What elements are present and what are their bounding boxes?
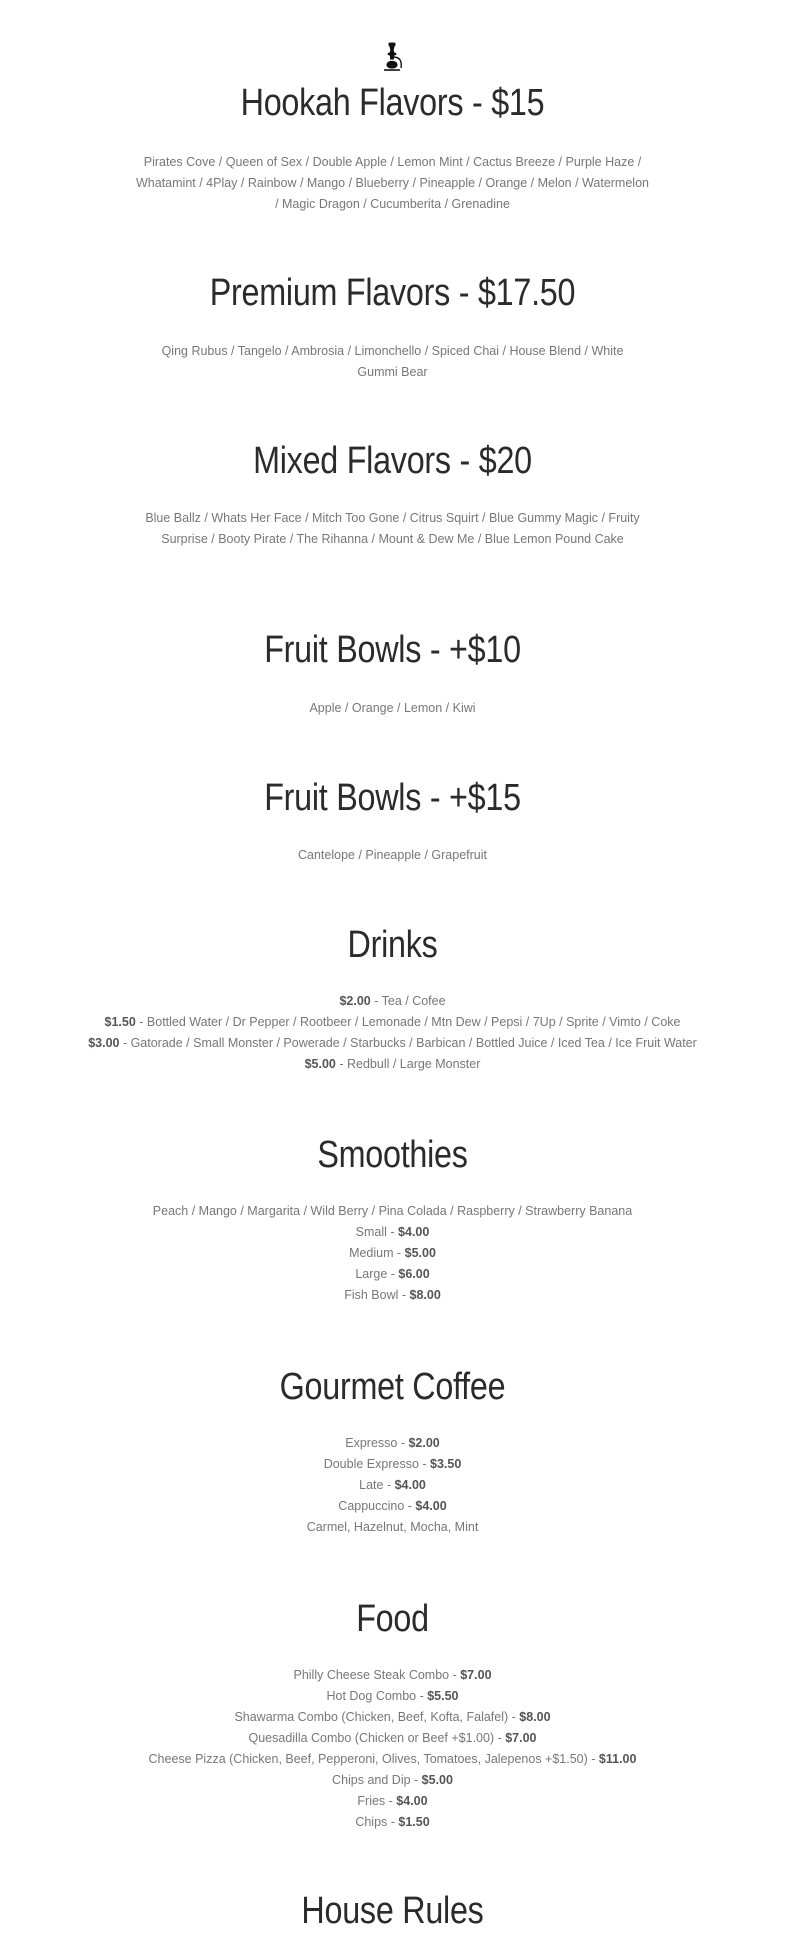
mixed-flavors-list: Blue Ballz / Whats Her Face / Mitch Too Gone / Citrus Squirt / Blue Gummy Magic / Fruity Surprise / Booty Pirate / The Rihanna / Mount & Dew Me / Blue Lemon Pound Cake: [145, 511, 640, 546]
smoothies-title: Smoothies: [317, 1134, 468, 1176]
premium-flavors-list: Qing Rubus / Tangelo / Ambrosia / Limonchello / Spiced Chai / House Blend / White Gummi Bear: [161, 344, 624, 379]
food-item: Quesadilla Combo (Chicken or Beef +$1.00) - $7.00: [248, 1731, 537, 1745]
hookah-flavors-list: Pirates Cove / Queen of Sex / Double Apple / Lemon Mint / Cactus Breeze / Purple Haze / Whatamint / 4Play / Rainbow / Mango / Blueberry / Pineapple / Orange / Melon / Watermelon / Magic Dragon / Cucumberita / Grenadine: [136, 155, 649, 211]
drink-line: $3.00 - Gatorade / Small Monster / Powerade / Starbucks / Barbican / Bottled Juice / Iced Tea / Ice Fruit Water: [88, 1036, 697, 1050]
fruit-bowls-10-title: Fruit Bowls - +$10: [264, 629, 521, 671]
food-item: Shawarma Combo (Chicken, Beef, Kofta, Falafel) - $8.00: [234, 1710, 551, 1724]
drink-line: $1.50 - Bottled Water / Dr Pepper / Rootbeer / Lemonade / Mtn Dew / Pepsi / 7Up / Sprite / Vimto / Coke: [104, 1015, 681, 1029]
food-item: Chips - $1.50: [355, 1815, 430, 1829]
drink-line: $5.00 - Redbull / Large Monster: [304, 1057, 481, 1071]
food-item: Fries - $4.00: [357, 1794, 428, 1808]
smoothie-size: Small - $4.00: [355, 1225, 430, 1239]
fruit-bowls-15-title: Fruit Bowls - +$15: [264, 777, 521, 819]
food-item: Cheese Pizza (Chicken, Beef, Pepperoni, Olives, Tomatoes, Jalepenos +$1.50) - $11.00: [148, 1752, 637, 1766]
food-item: Philly Cheese Steak Combo - $7.00: [293, 1668, 492, 1682]
drinks-title: Drinks: [347, 924, 438, 966]
fruit-bowls-15-list: Cantelope / Pineapple / Grapefruit: [297, 848, 487, 862]
hookah-icon: [378, 42, 406, 72]
house-rules-title: House Rules: [301, 1890, 484, 1932]
drink-line: $2.00 - Tea / Cofee: [339, 994, 446, 1008]
smoothie-flavors: Peach / Mango / Margarita / Wild Berry / Pina Colada / Raspberry / Strawberry Banana: [152, 1204, 633, 1218]
mixed-flavors-title: Mixed Flavors - $20: [253, 440, 532, 482]
coffee-flavors: Carmel, Hazelnut, Mocha, Mint: [306, 1520, 479, 1534]
premium-flavors-title: Premium Flavors - $17.50: [209, 272, 576, 314]
gourmet-coffee-title: Gourmet Coffee: [279, 1366, 506, 1408]
hookah-flavors-title: Hookah Flavors - $15: [240, 82, 545, 124]
coffee-item: Late - $4.00: [359, 1478, 426, 1492]
coffee-item: Double Expresso - $3.50: [323, 1457, 462, 1471]
food-item: Hot Dog Combo - $5.50: [326, 1689, 459, 1703]
food-list: [0, 1665, 785, 1833]
coffee-item: Cappuccino - $4.00: [338, 1499, 447, 1513]
smoothie-size: Large - $6.00: [355, 1267, 430, 1281]
coffee-list: [0, 1433, 785, 1538]
smoothie-size: Medium - $5.00: [349, 1246, 436, 1260]
smoothie-size: Fish Bowl - $8.00: [344, 1288, 441, 1302]
drinks-list: [0, 991, 785, 1075]
smoothies-list: [0, 1201, 785, 1306]
food-item: Chips and Dip - $5.00: [332, 1773, 453, 1787]
coffee-item: Expresso - $2.00: [345, 1436, 440, 1450]
food-title: Food: [356, 1598, 429, 1640]
fruit-bowls-10-list: Apple / Orange / Lemon / Kiwi: [309, 701, 476, 715]
